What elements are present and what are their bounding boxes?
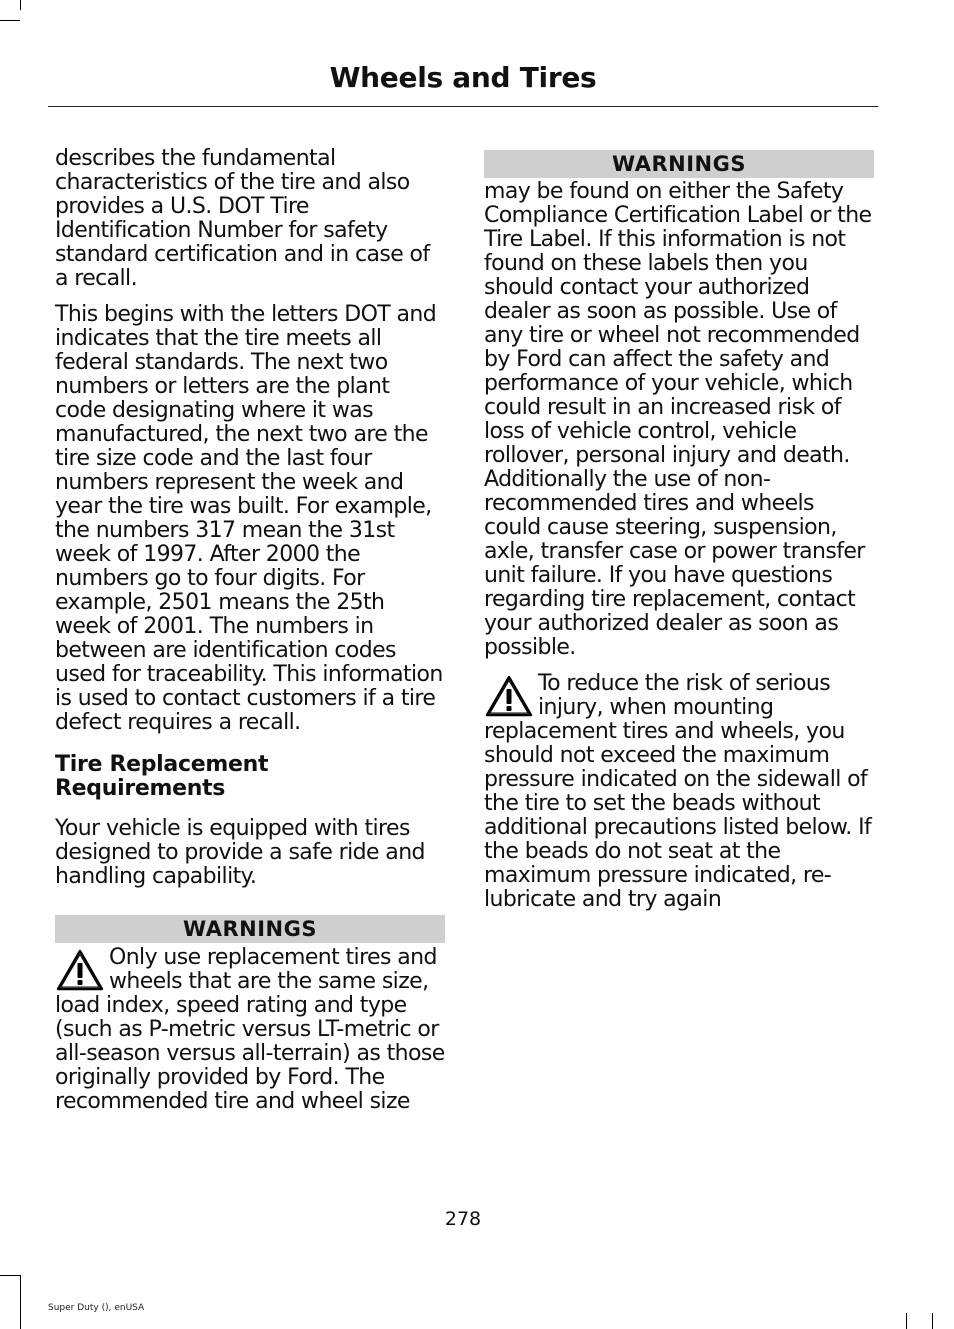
warnings-header: WARNINGS [484,150,874,178]
left-column [55,147,445,1114]
footer-text: Super Duty (), enUSA [48,1303,145,1313]
paragraph: describes the fundamental characteristics of the tire and also provides a U.S. DOT Tire Identification Number for safety standard certification and in case of a recall. [55,146,430,291]
warning-text: Only use replacement tires and wheels that are the same size, load index, speed rating and type (such as P-metric versus LT-metric or all-season versus all-terrain) as those originally provided by Ford. The recommended tire and wheel size [55,945,445,1114]
crop-mark-bottom-left-h [0,1275,20,1276]
page-title: Wheels and Tires [329,61,597,94]
crop-mark-bottom-right-v1 [906,1313,907,1329]
section-heading: Tire Replacement Requirements [55,752,269,801]
warnings-header: WARNINGS [55,915,445,943]
warning-triangle-icon [484,674,534,718]
warning-text: To reduce the risk of serious injury, when mounting replacement tires and wheels, you should not exceed the maximum pressure indicated on the sidewall of the tire to set the beads without additional precautions listed below. If the beads do not seat at the maximum pressure indicated, re-lubricate and try again [484,671,872,912]
crop-mark-bottom-right-v2 [932,1313,933,1329]
warnings-box [55,915,445,1114]
crop-mark-top-left-h [0,20,20,21]
crop-mark-bottom-left-v [20,1275,21,1329]
page-number: 278 [444,1208,482,1230]
warning-triangle-icon [55,948,105,992]
paragraph: This begins with the letters DOT and indicates that the tire meets all federal standards. The next two numbers or letters are the plant code designating where it was manufactured, the next two are the tire size code and the last four numbers represent the week and year the tire was built. For example, the numbers 317 mean the 31st week of 1997. After 2000 the numbers go to four digits. For example, 2501 means the 25th week of 2001. The numbers in between are identification codes used for traceability. This information is used to contact customers if a tire defect requires a recall. [55,302,443,735]
paragraph: Your vehicle is equipped with tires designed to provide a safe ride and handling capability. [55,816,425,889]
warning-item [484,672,874,912]
warning-continued-text: may be found on either the Safety Compliance Certification Label or the Tire Label. If this information is not found on these labels then you should contact your authorized dealer as soon as possible. Use of any tire or wheel not recommended by Ford can affect the safety and performance of your vehicle, which could result in an increased risk of loss of vehicle control, vehicle rollover, personal injury and death. Additionally the use of non-recommended tires and wheels could cause steering, suspension, axle, transfer case or power transfer unit failure. If you have questions regarding tire replacement, contact your authorized dealer as soon as possible. [484,179,872,660]
crop-mark-top-left-v [20,0,21,10]
right-column [484,150,874,912]
title-divider [48,106,878,107]
